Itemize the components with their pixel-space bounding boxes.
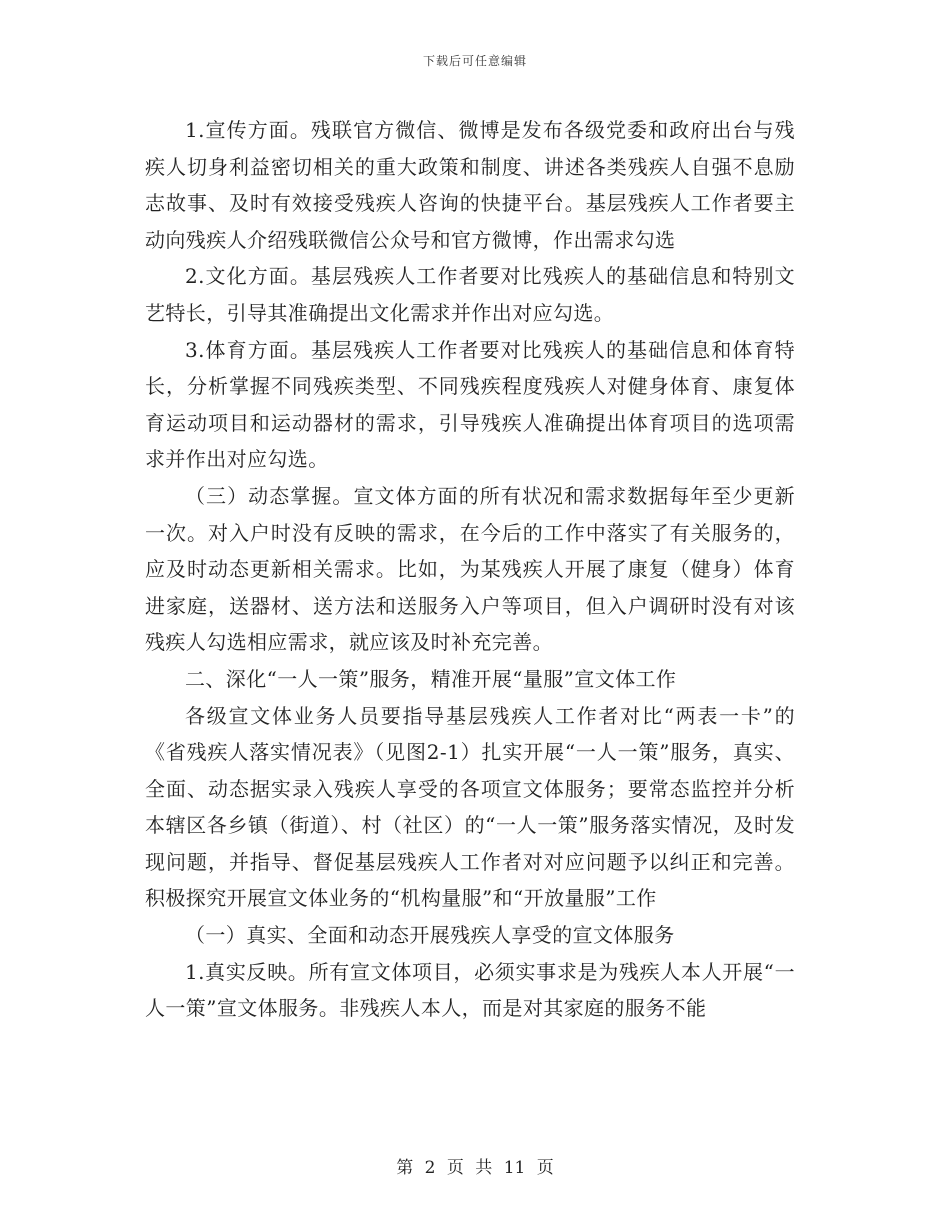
paragraph-culture: 2.文化方面。基层残疾人工作者要对比残疾人的基础信息和特别文艺特长，引导其准确提出文化需求并作出对应勾选。 bbox=[145, 264, 795, 325]
paragraph-guidance: 各级宣文体业务人员要指导基层残疾人工作者对比“两表一卡”的《省残疾人落实情况表》（见图2-1）扎实开展“一人一策”服务，真实、全面、动态据实录入残疾人享受的各项宣文体服务；要常态监控并分析本辖区各乡镇（街道）、村（社区）的“一人一策”服务落实情况，及时发现问题，并指导、督促基层残疾人工作者对对应问题予以纠正和完善。积极探究开展宣文体业务的“机构量服”和“开放量服”工作 bbox=[145, 703, 795, 911]
document-body bbox=[145, 112, 795, 1027]
paragraph-sports: 3.体育方面。基层残疾人工作者要对比残疾人的基础信息和体育特长，分析掌握不同残疾类型、不同残疾程度残疾人对健身体育、康复体育运动项目和运动器材的需求，引导残疾人准确提出体育项目的选项需求并作出对应勾选。 bbox=[145, 337, 795, 472]
paragraph-truthful-reflection: 1.真实反映。所有宣文体项目，必须实事求是为残疾人本人开展“一人一策”宣文体服务。非残疾人本人，而是对其家庭的服务不能 bbox=[145, 959, 795, 1021]
page-header-note: 下载后可任意编辑 bbox=[422, 54, 527, 68]
page-number-footer: 第 2 页 共 11 页 bbox=[396, 1158, 554, 1178]
paragraph-publicity: 1.宣传方面。残联官方微信、微博是发布各级党委和政府出台与残疾人切身利益密切相关的重大政策和制度、讲述各类残疾人自强不息励志故事、及时有效接受残疾人咨询的快捷平台。基层残疾人工作者要主动向残疾人介绍残联微信公众号和官方微博，作出需求勾选 bbox=[145, 118, 795, 252]
section-heading-two: 二、深化“一人一策”服务，精准开展“量服”宣文体工作 bbox=[185, 666, 677, 691]
subsection-heading-one: （一）真实、全面和动态开展残疾人享受的宣文体服务 bbox=[185, 923, 675, 948]
paragraph-dynamic-tracking: （三）动态掌握。宣文体方面的所有状况和需求数据每年至少更新一次。对入户时没有反映的需求，在今后的工作中落实了有关服务的，应及时动态更新相关需求。比如，为某残疾人开展了康复（健身）体育进家庭，送器材、送方法和送服务入户等项目，但入户调研时没有对该残疾人勾选相应需求，就应该及时补充完善。 bbox=[145, 483, 795, 655]
